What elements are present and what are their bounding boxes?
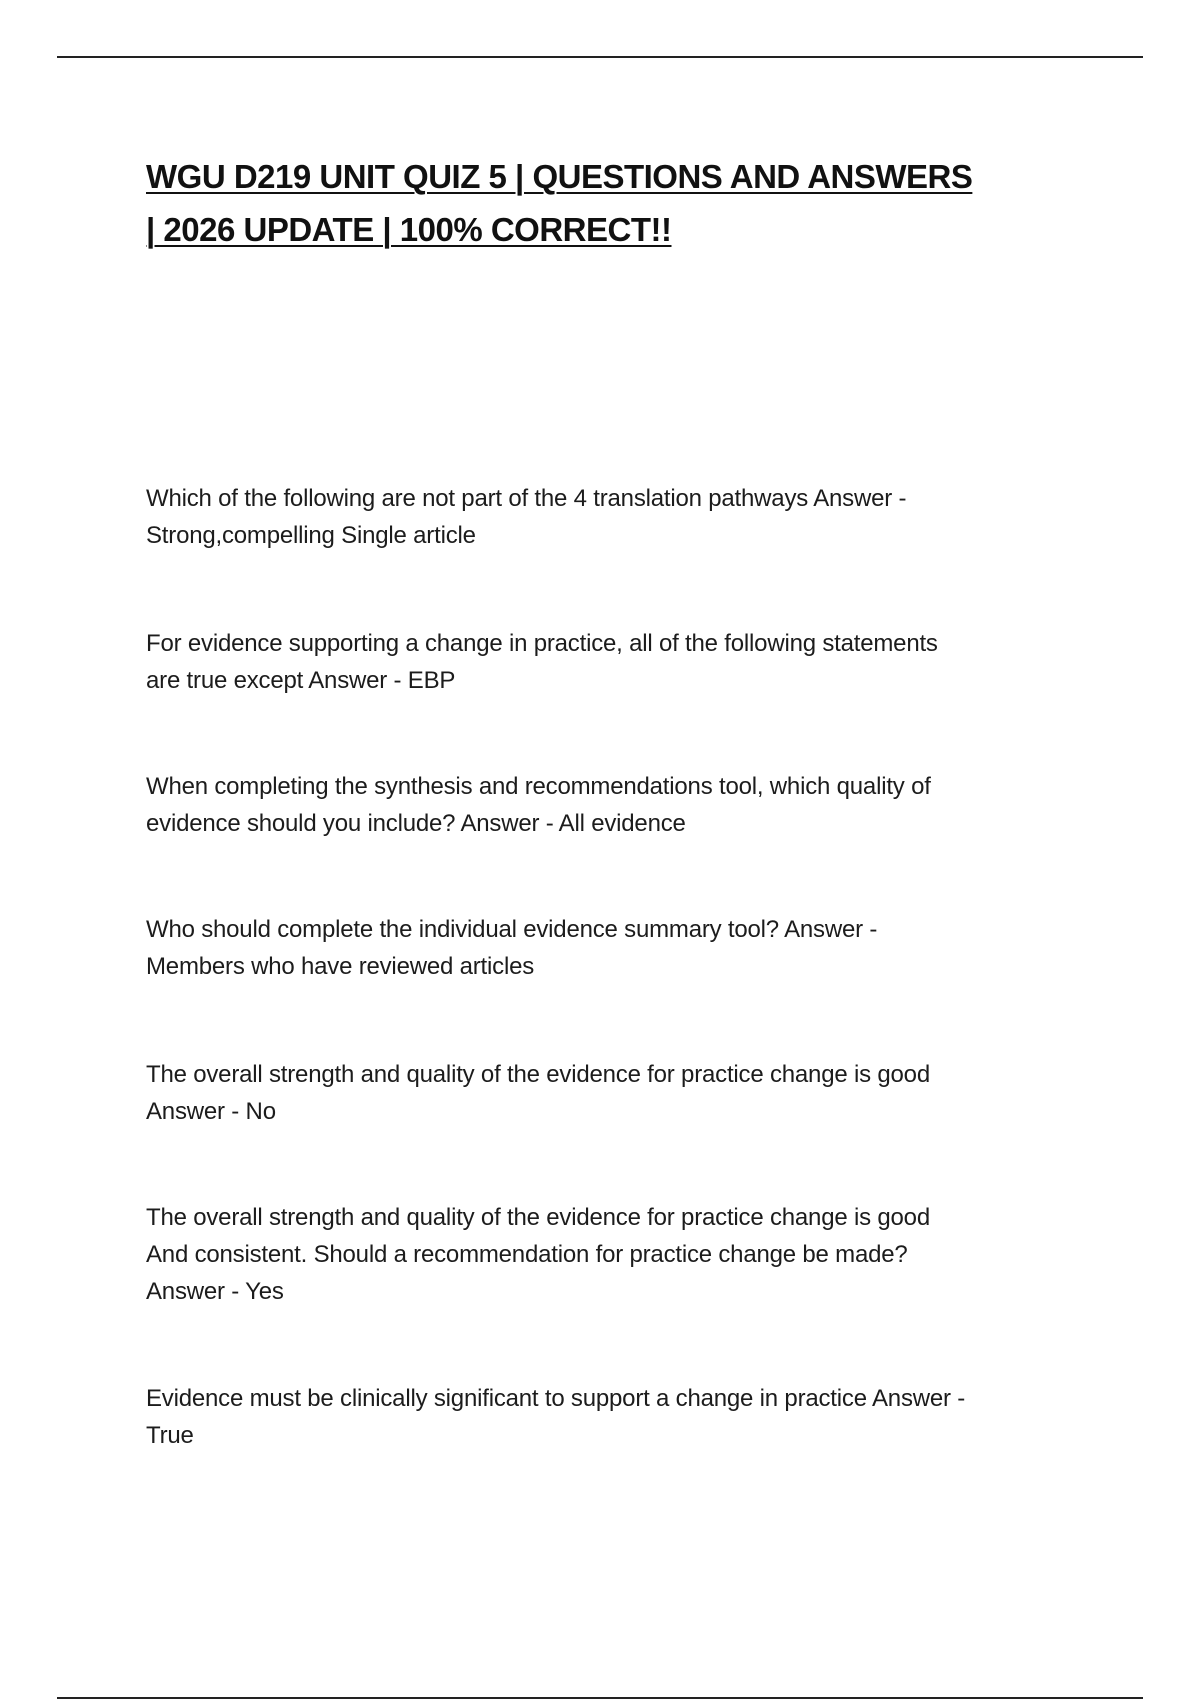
qa-item-4-line-1: Who should complete the individual evidence summary tool? Answer - <box>146 916 878 943</box>
qa-item-2 <box>146 625 1076 699</box>
qa-item-4 <box>146 911 1076 985</box>
bottom-rule <box>57 1697 1143 1699</box>
qa-item-2-line-2: are true except Answer - EBP <box>146 667 456 694</box>
qa-item-5 <box>146 1056 1076 1130</box>
qa-item-4-line-2: Members who have reviewed articles <box>146 953 535 980</box>
qa-item-5-line-2: Answer - No <box>146 1098 276 1125</box>
qa-item-7-line-2: True <box>146 1422 194 1449</box>
qa-item-7-line-1: Evidence must be clinically significant to support a change in practice Answer - <box>146 1385 966 1412</box>
qa-item-1-line-1: Which of the following are not part of the 4 translation pathways Answer - <box>146 485 907 512</box>
qa-item-5-line-1: The overall strength and quality of the evidence for practice change is good <box>146 1061 930 1088</box>
title-line-1: WGU D219 UNIT QUIZ 5 | QUESTIONS AND ANSWERS <box>146 158 973 195</box>
top-rule <box>57 56 1143 58</box>
qa-item-7 <box>146 1380 1076 1454</box>
qa-item-3-line-1: When completing the synthesis and recommendations tool, which quality of <box>146 773 931 800</box>
title-line-2: | 2026 UPDATE | 100% CORRECT!! <box>146 211 672 248</box>
qa-item-1-line-2: Strong,compelling Single article <box>146 522 476 549</box>
document-title <box>146 150 1076 256</box>
qa-item-2-line-1: For evidence supporting a change in practice, all of the following statements <box>146 630 938 657</box>
qa-item-6-line-3: Answer - Yes <box>146 1278 284 1305</box>
qa-item-3-line-2: evidence should you include? Answer - All evidence <box>146 810 686 837</box>
qa-item-1 <box>146 480 1076 554</box>
qa-item-3 <box>146 768 1076 842</box>
qa-item-6 <box>146 1199 1076 1310</box>
qa-item-6-line-1: The overall strength and quality of the evidence for practice change is good <box>146 1204 930 1231</box>
qa-item-6-line-2: And consistent. Should a recommendation for practice change be made? <box>146 1241 908 1268</box>
